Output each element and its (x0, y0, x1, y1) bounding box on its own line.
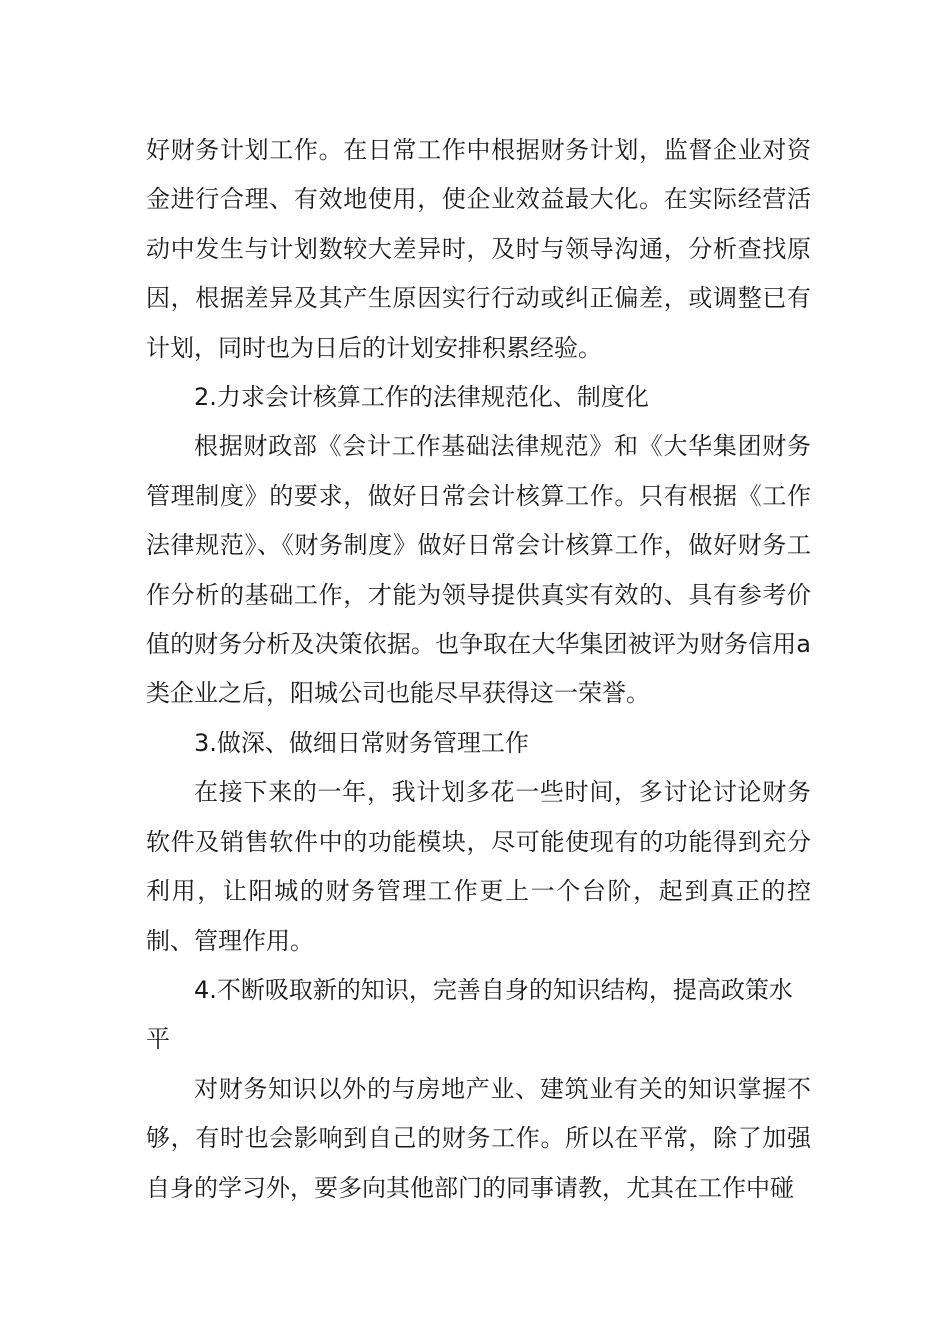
section-heading-3: 3.做深、做细日常财务管理工作 (194, 728, 529, 757)
paragraph-continued: 好财务计划工作。在日常工作中根据财务计划，监督企业对资金进行合理、有效地使用，使企业效益最大化。在实际经营活动中发生与计划数较大差异时，及时与领导沟通，分析查找原因，根据差异及其产生原因实行行动或纠正偏差，或调整已有计划，同时也为日后的计划安排积累经验。 (146, 136, 811, 362)
paragraph-knowledge: 对财务知识以外的与房地产业、建筑业有关的知识掌握不够，有时也会影响到自己的财务工作。所以在平常，除了加强自身的学习外，要多向其他部门的同事请教，尤其在工作中碰 (146, 1074, 811, 1202)
section-heading-4: 4.不断吸取新的知识，完善自身的知识结构，提高政策水平 (146, 975, 793, 1054)
paragraph-accounting-norms: 根据财政部《会计工作基础法律规范》和《大华集团财务管理制度》的要求，做好日常会计核算工作。只有根据《工作法律规范》、《财务制度》做好日常会计核算工作，做好财务工作分析的基础工作，才能为领导提供真实有效的、具有参考价值的财务分析及决策依据。也争取在大华集团被评为财务信用a类企业之后，阳城公司也能尽早获得这一荣誉。 (146, 432, 811, 708)
paragraph-daily-management: 在接下来的一年，我计划多花一些时间，多讨论讨论财务软件及销售软件中的功能模块，尽可能使现有的功能得到充分利用，让阳城的财务管理工作更上一个台阶，起到真正的控制、管理作用。 (146, 778, 811, 955)
document-body (146, 126, 811, 1213)
section-heading-2: 2.力求会计核算工作的法律规范化、制度化 (194, 383, 649, 412)
